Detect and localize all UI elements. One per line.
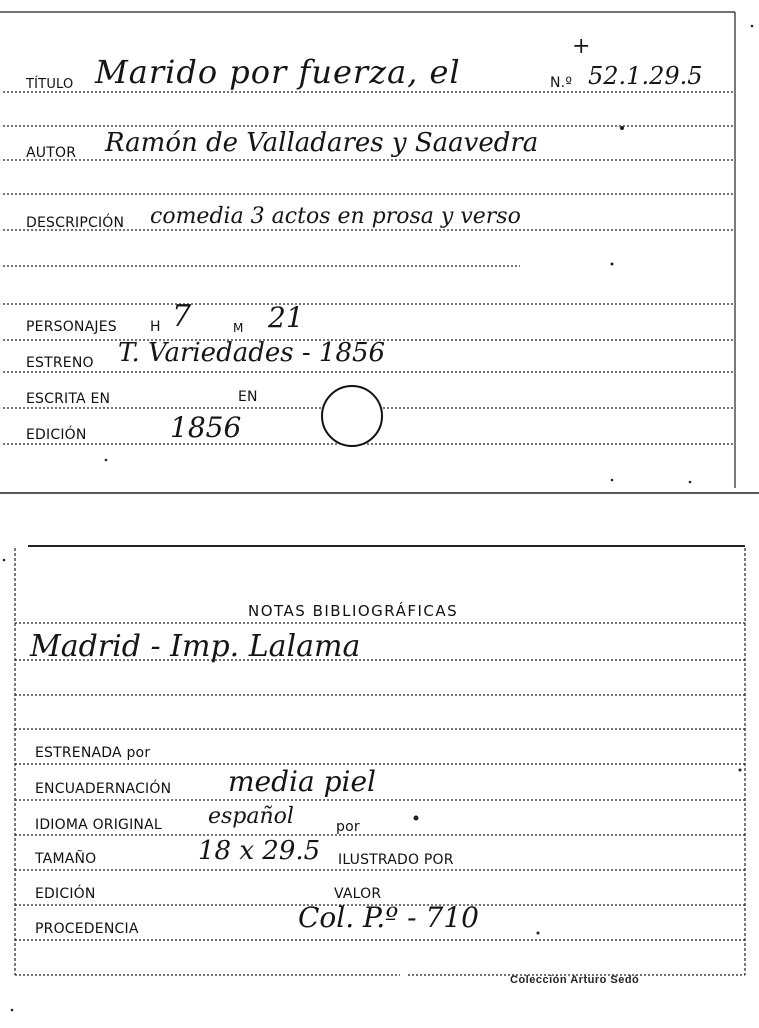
escrita-en-label: EN bbox=[238, 389, 258, 405]
procedencia-value: Col. P.º - 710 bbox=[298, 901, 479, 934]
personajes-m-label: M bbox=[233, 321, 244, 335]
descripcion-value: comedia 3 actos en prosa y verso bbox=[150, 204, 521, 229]
estreno-value: T. Variedades - 1856 bbox=[118, 338, 386, 368]
personajes-label: PERSONAJES bbox=[26, 319, 117, 335]
personajes-h-label: H bbox=[150, 319, 161, 335]
autor-label: AUTOR bbox=[26, 145, 77, 161]
procedencia-label: PROCEDENCIA bbox=[35, 921, 139, 937]
collection-footer: Colección Arturo Sedó bbox=[510, 974, 640, 986]
edicion-label: EDICIÓN bbox=[26, 427, 87, 443]
personajes-m-value: 21 bbox=[268, 301, 304, 334]
ilustrado-label: ILUSTRADO POR bbox=[338, 852, 454, 868]
idioma-value: español bbox=[208, 804, 294, 829]
numero-label: N.º bbox=[550, 75, 573, 91]
numero-value: 52.1.29.5 bbox=[588, 62, 703, 90]
encuadernacion-value: media piel bbox=[228, 765, 376, 798]
edicion-value: 1856 bbox=[170, 411, 242, 444]
notas-value: Madrid - Imp. Lalama bbox=[30, 629, 361, 664]
numero-mark: + bbox=[572, 34, 591, 59]
tamano-value: 18 x 29.5 bbox=[198, 836, 321, 866]
idioma-por-label: por bbox=[336, 819, 360, 835]
titulo-value: Marido por fuerza, el bbox=[95, 53, 461, 91]
titulo-label: TÍTULO bbox=[26, 77, 74, 92]
estrenada-label: ESTRENADA por bbox=[35, 745, 151, 761]
encuadernacion-label: ENCUADERNACIÓN bbox=[35, 781, 172, 797]
autor-value: Ramón de Valladares y Saavedra bbox=[105, 128, 539, 158]
idioma-label: IDIOMA ORIGINAL bbox=[35, 817, 162, 833]
notas-heading: NOTAS BIBLIOGRÁFICAS bbox=[248, 602, 459, 620]
estreno-label: ESTRENO bbox=[26, 355, 94, 371]
descripcion-label: DESCRIPCIÓN bbox=[26, 215, 125, 231]
escrita-label: ESCRITA EN bbox=[26, 391, 111, 407]
valor-label: VALOR bbox=[334, 886, 382, 902]
personajes-h-value: 7 bbox=[172, 299, 192, 334]
edicion-back-label: EDICIÓN bbox=[35, 886, 96, 902]
tamano-label: TAMAÑO bbox=[35, 851, 97, 867]
